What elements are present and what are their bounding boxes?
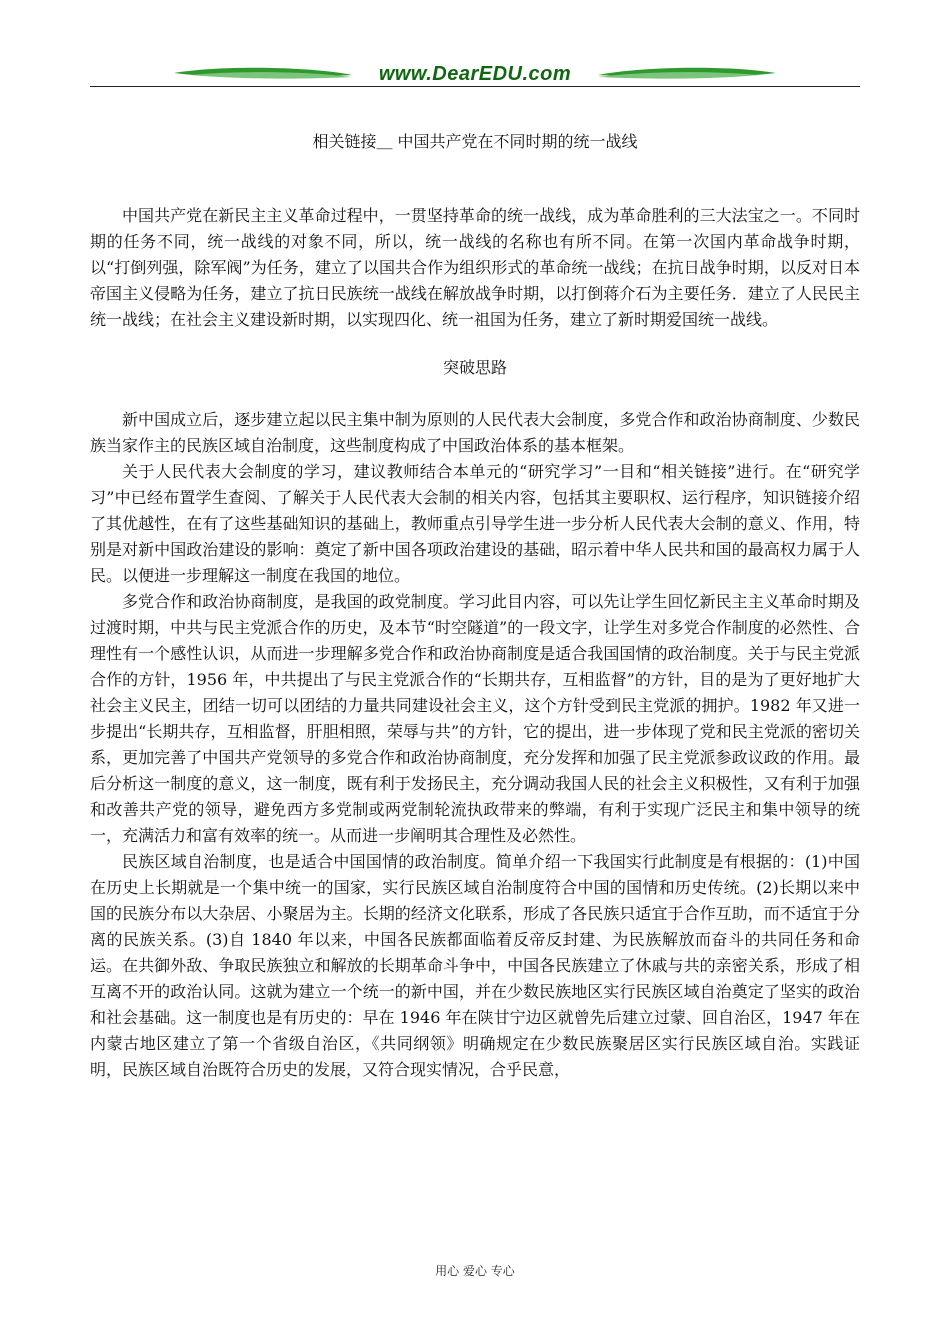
document-title: 相关链接＿ 中国共产党在不同时期的统一战线 [312, 132, 638, 151]
section-heading: 突破思路 [442, 358, 507, 377]
body-paragraph: 民族区域自治制度，也是适合中国国情的政治制度。简单介绍一下我国实行此制度是有根据的：(1)中国在历史上长期就是一个集中统一的国家，实行民族区域自治制度符合中国的国情和历史传统。(2)长期以来中国的民族分布以大杂居、小聚居为主。长期的经济文化联系，形成了各民族只适宜于合作互助，而不适宜于分离的民族关系。(3)自 1840 年以来，中国各民族都面临着反帝反封建、为民族解放而奋斗的共同任务和命运。在共御外敌、争取民族独立和解放的长期革命斗争中，中国各民族建立了休戚与共的亲密关系，形成了相互离不开的政治认同。这就为建立一个统一的新中国，并在少数民族地区实行民族区域自治奠定了坚实的政治和社会基础。这一制度也是有历史的：早在 1946 年在陕甘宁边区就曾先后建立过蒙、回自治区，1947 年在内蒙古地区建立了第一个省级自治区，《共同纲领》明确规定在少数民族聚居区实行民族区域自治。实践证明，民族区域自治既符合历史的发展，又符合现实情况，合乎民意， [90, 852, 860, 1079]
page-footer: 用心 爱心 专心 [435, 1264, 515, 1278]
site-logo-text: www.DearEDU.com [378, 63, 572, 85]
document-body [90, 203, 860, 1083]
body-paragraph: 多党合作和政治协商制度，是我国的政党制度。学习此目内容，可以先让学生回忆新民主主义革命时期及过渡时期，中共与民主党派合作的历史，及本节“时空隧道”的一段文字，让学生对多党合作制度的必然性、合理性有一个感性认识，从而进一步理解多党合作和政治协商制度是适合我国国情的政治制度。关于与民主党派合作的方针，1956 年，中共提出了与民主党派合作的“长期共存，互相监督”的方针，目的是为了更好地扩大社会主义民主，团结一切可以团结的力量共同建设社会主义，这个方针受到民主党派的拥护。1982 年又进一步提出“长期共存，互相监督，肝胆相照，荣辱与共”的方针，它的提出，进一步体现了党和民主党派的密切关系，更加完善了中国共产党领导的多党合作和政治协商制度，充分发挥和加强了民主党派参政议政的作用。最后分析这一制度的意义，这一制度，既有利于发扬民主，充分调动我国人民的社会主义积极性，又有利于加强和改善共产党的领导，避免西方多党制或两党制轮流执政带来的弊端，有利于实现广泛民主和集中领导的统一，充满活力和富有效率的统一。从而进一步阐明其合理性及必然性。 [90, 592, 860, 845]
body-paragraph: 新中国成立后，逐步建立起以民主集中制为原则的人民代表大会制度，多党合作和政治协商制度、少数民族当家作主的民族区域自治制度，这些制度构成了中国政治体系的基本框架。 [90, 410, 860, 455]
header-divider [90, 86, 860, 87]
intro-paragraph: 中国共产党在新民主主义革命过程中，一贯坚持革命的统一战线，成为革命胜利的三大法宝之一。不同时期的任务不同，统一战线的对象不同，所以，统一战线的名称也有所不同。在第一次国内革命战争时期，以“打倒列强，除军阀”为任务，建立了以国共合作为组织形式的革命统一战线；在抗日战争时期，以反对日本帝国主义侵略为任务，建立了抗日民族统一战线在解放战争时期，以打倒蒋介石为主要任务．建立了人民民主统一战线；在社会主义建设新时期，以实现四化、统一祖国为任务，建立了新时期爱国统一战线。 [90, 206, 860, 329]
body-paragraph: 关于人民代表大会制度的学习，建议教师结合本单元的“研究学习”一目和“相关链接”进行。在“研究学习”中已经布置学生查阅、了解关于人民代表大会制的相关内容，包括其主要职权、运行程序，知识链接介绍了其优越性，在有了这些基础知识的基础上，教师重点引导学生进一步分析人民代表大会制的意义、作用，特别是对新中国政治建设的影响：奠定了新中国各项政治建设的基础，昭示着中华人民共和国的最高权力属于人民。以便进一步理解这一制度在我国的地位。 [90, 462, 860, 585]
